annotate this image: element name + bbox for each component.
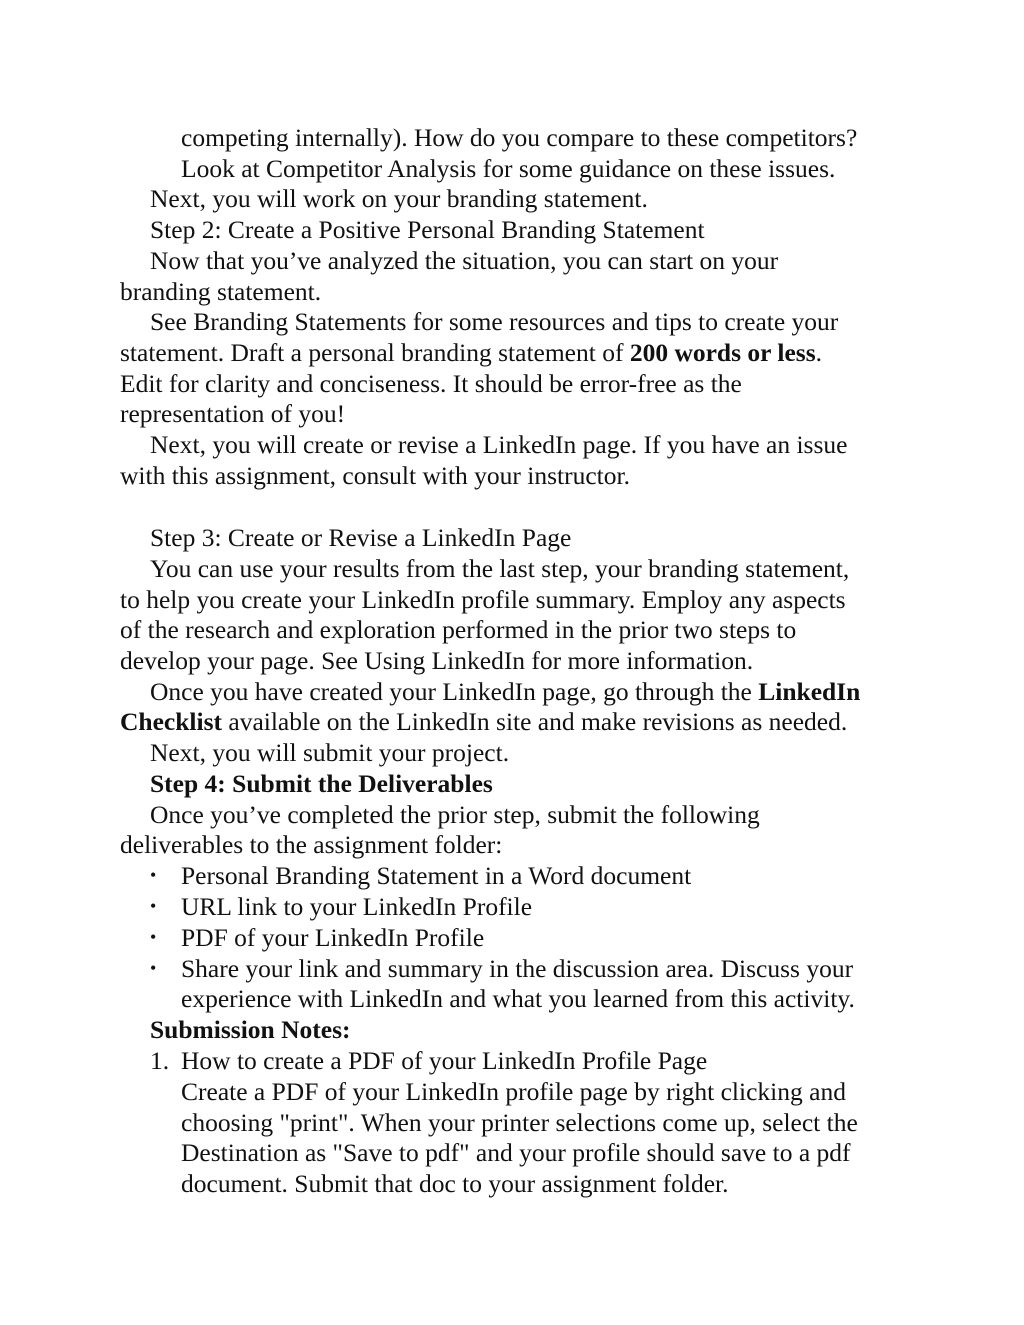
text-run: Once you have created your LinkedIn page, go through the <box>150 677 759 706</box>
word-limit-emphasis: 200 words or less <box>629 338 816 367</box>
list-item-continuation: experience with LinkedIn and what you learned from this activity. <box>181 984 855 1013</box>
step2-heading: Step 2: Create a Positive Personal Branding Statement <box>150 215 705 244</box>
bullet-icon: • <box>150 958 157 978</box>
text-line: Destination as "Save to pdf" and your profile should save to a pdf <box>181 1138 851 1167</box>
text-line <box>120 337 822 368</box>
submission-notes-heading: Submission Notes: <box>150 1015 351 1044</box>
text-line: You can use your results from the last step, your branding statement, <box>150 554 850 583</box>
text-run: available on the LinkedIn site and make revisions as needed. <box>222 707 848 736</box>
text-line: Edit for clarity and conciseness. It should be error-free as the <box>120 369 742 398</box>
bullet-icon: • <box>150 927 157 947</box>
linkedin-checklist-emphasis: Checklist <box>120 707 222 736</box>
text-line: Create a PDF of your LinkedIn profile page by right clicking and <box>181 1077 846 1106</box>
linkedin-checklist-emphasis: LinkedIn <box>758 677 861 706</box>
bullet-icon: • <box>150 896 157 916</box>
text-line: See Branding Statements for some resources and tips to create your <box>150 307 839 336</box>
text-line <box>120 706 847 737</box>
list-item: Personal Branding Statement in a Word document <box>181 861 692 890</box>
text-line: Next, you will work on your branding statement. <box>150 184 648 213</box>
list-item: URL link to your LinkedIn Profile <box>181 892 533 921</box>
text-line: with this assignment, consult with your instructor. <box>120 461 630 490</box>
list-item: PDF of your LinkedIn Profile <box>181 923 485 952</box>
text-line: representation of you! <box>120 399 346 428</box>
text-line: Next, you will submit your project. <box>150 738 510 767</box>
text-line: competing internally). How do you compare to these competitors? <box>181 123 858 152</box>
text-run: statement. Draft a personal branding statement of <box>120 338 630 367</box>
list-item: Share your link and summary in the discussion area. Discuss your <box>181 954 854 983</box>
text-line: of the research and exploration performed in the prior two steps to <box>120 615 797 644</box>
text-run: . <box>815 338 823 367</box>
text-line: develop your page. See Using LinkedIn for more information. <box>120 646 754 675</box>
bullet-icon: • <box>150 865 157 885</box>
text-line: Look at Competitor Analysis for some guidance on these issues. <box>181 154 836 183</box>
text-line: Next, you will create or revise a LinkedIn page. If you have an issue <box>150 430 848 459</box>
text-line: deliverables to the assignment folder: <box>120 830 503 859</box>
text-line: choosing "print". When your printer selections come up, select the <box>181 1108 858 1137</box>
text-line: Now that you’ve analyzed the situation, you can start on your <box>150 246 779 275</box>
text-line: to help you create your LinkedIn profile summary. Employ any aspects <box>120 585 846 614</box>
text-line: branding statement. <box>120 277 322 306</box>
text-line: document. Submit that doc to your assignment folder. <box>181 1169 729 1198</box>
text-line: Once you’ve completed the prior step, submit the following <box>150 800 760 829</box>
step4-heading: Step 4: Submit the Deliverables <box>150 769 493 798</box>
text-line <box>150 676 860 707</box>
list-number: 1. <box>150 1046 170 1075</box>
numbered-item-title: How to create a PDF of your LinkedIn Profile Page <box>181 1046 708 1075</box>
step3-heading: Step 3: Create or Revise a LinkedIn Page <box>150 523 572 552</box>
